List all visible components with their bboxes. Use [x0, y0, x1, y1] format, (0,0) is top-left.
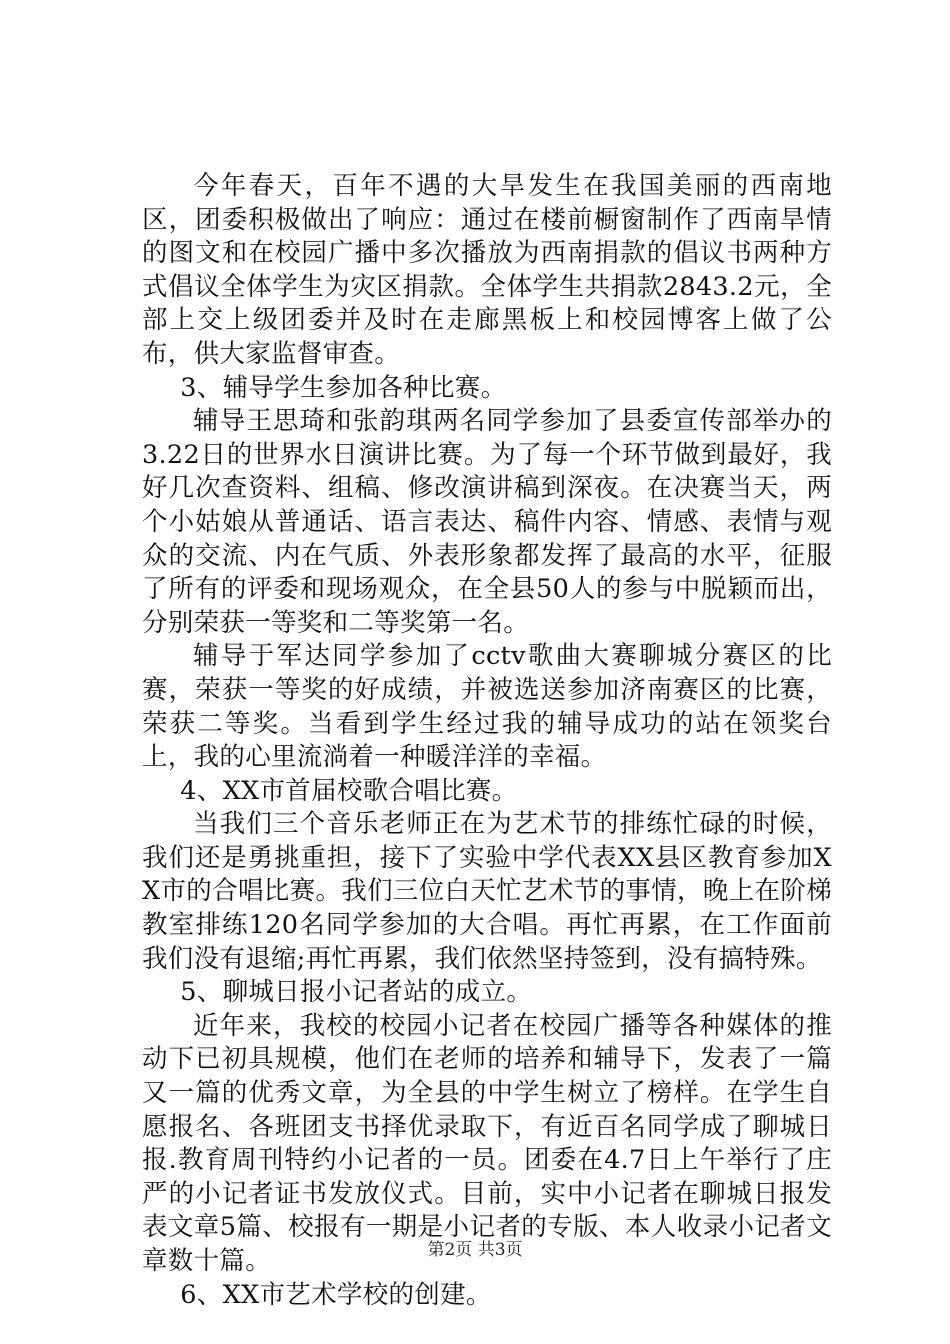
- paragraph-young-reporters: 近年来，我校的校园小记者在校园广播等各种媒体的推动下已初具规模，他们在老师的培养和辅导下，发表了一篇又一篇的优秀文章，为全县的中学生树立了榜样。在学生自愿报名、各班团支书择优录取下，有近百名同学成了聊城日报.教育周刊特约小记者的一员。团委在4.7日上午举行了庄严的小记者证书发放仪式。目前，实中小记者在聊城日报发表文章5篇、校报有一期是小记者的专版、本人收录小记者文章数十篇。: [142, 1010, 832, 1276]
- section-heading-reporter-station: 5、聊城日报小记者站的成立。: [180, 977, 533, 1008]
- paragraph-chorus-rehearsal: 当我们三个音乐老师正在为艺术节的排练忙碌的时候，我们还是勇挑重担，接下了实验中学代表XX县区教育参加XX市的合唱比赛。我们三位白天忙艺术节的事情，晚上在阶梯教室排练120名同学参加的大合唱。再忙再累，在工作面前我们没有退缩;再忙再累，我们依然坚持签到，没有搞特殊。: [142, 809, 832, 974]
- section-heading-chorus: 4、XX市首届校歌合唱比赛。: [180, 775, 518, 806]
- document-body: [142, 170, 832, 1312]
- page-number-footer: 第2页 共3页: [427, 1240, 523, 1260]
- section-heading-art-school: 6、XX市艺术学校的创建。: [180, 1279, 492, 1310]
- paragraph-drought-donation: 今年春天，百年不遇的大旱发生在我国美丽的西南地区，团委积极做出了响应：通过在楼前橱窗制作了西南旱情的图文和在校园广播中多次播放为西南捐款的倡议书两种方式倡议全体学生为灾区捐款。全体学生共捐款2843.2元，全部上交上级团委并及时在走廊黑板上和校园博客上做了公布，供大家监督审查。: [142, 171, 832, 369]
- section-heading-competitions: 3、辅导学生参加各种比赛。: [180, 372, 507, 403]
- paragraph-cctv-song-contest: 辅导于军达同学参加了cctv歌曲大赛聊城分赛区的比赛，荣获一等奖的好成绩，并被选送参加济南赛区的比赛，荣获二等奖。当看到学生经过我的辅导成功的站在领奖台上，我的心里流淌着一种暖洋洋的幸福。: [142, 641, 832, 773]
- paragraph-speech-contest: 辅导王思琦和张韵琪两名同学参加了县委宣传部举办的3.22日的世界水日演讲比赛。为了每一个环节做到最好，我好几次查资料、组稿、修改演讲稿到深夜。在决赛当天，两个小姑娘从普通话、语言表达、稿件内容、情感、表情与观众的交流、内在气质、外表形象都发挥了最高的水平，征服了所有的评委和现场观众，在全县50人的参与中脱颖而出，分别荣获一等奖和二等奖第一名。: [142, 406, 832, 638]
